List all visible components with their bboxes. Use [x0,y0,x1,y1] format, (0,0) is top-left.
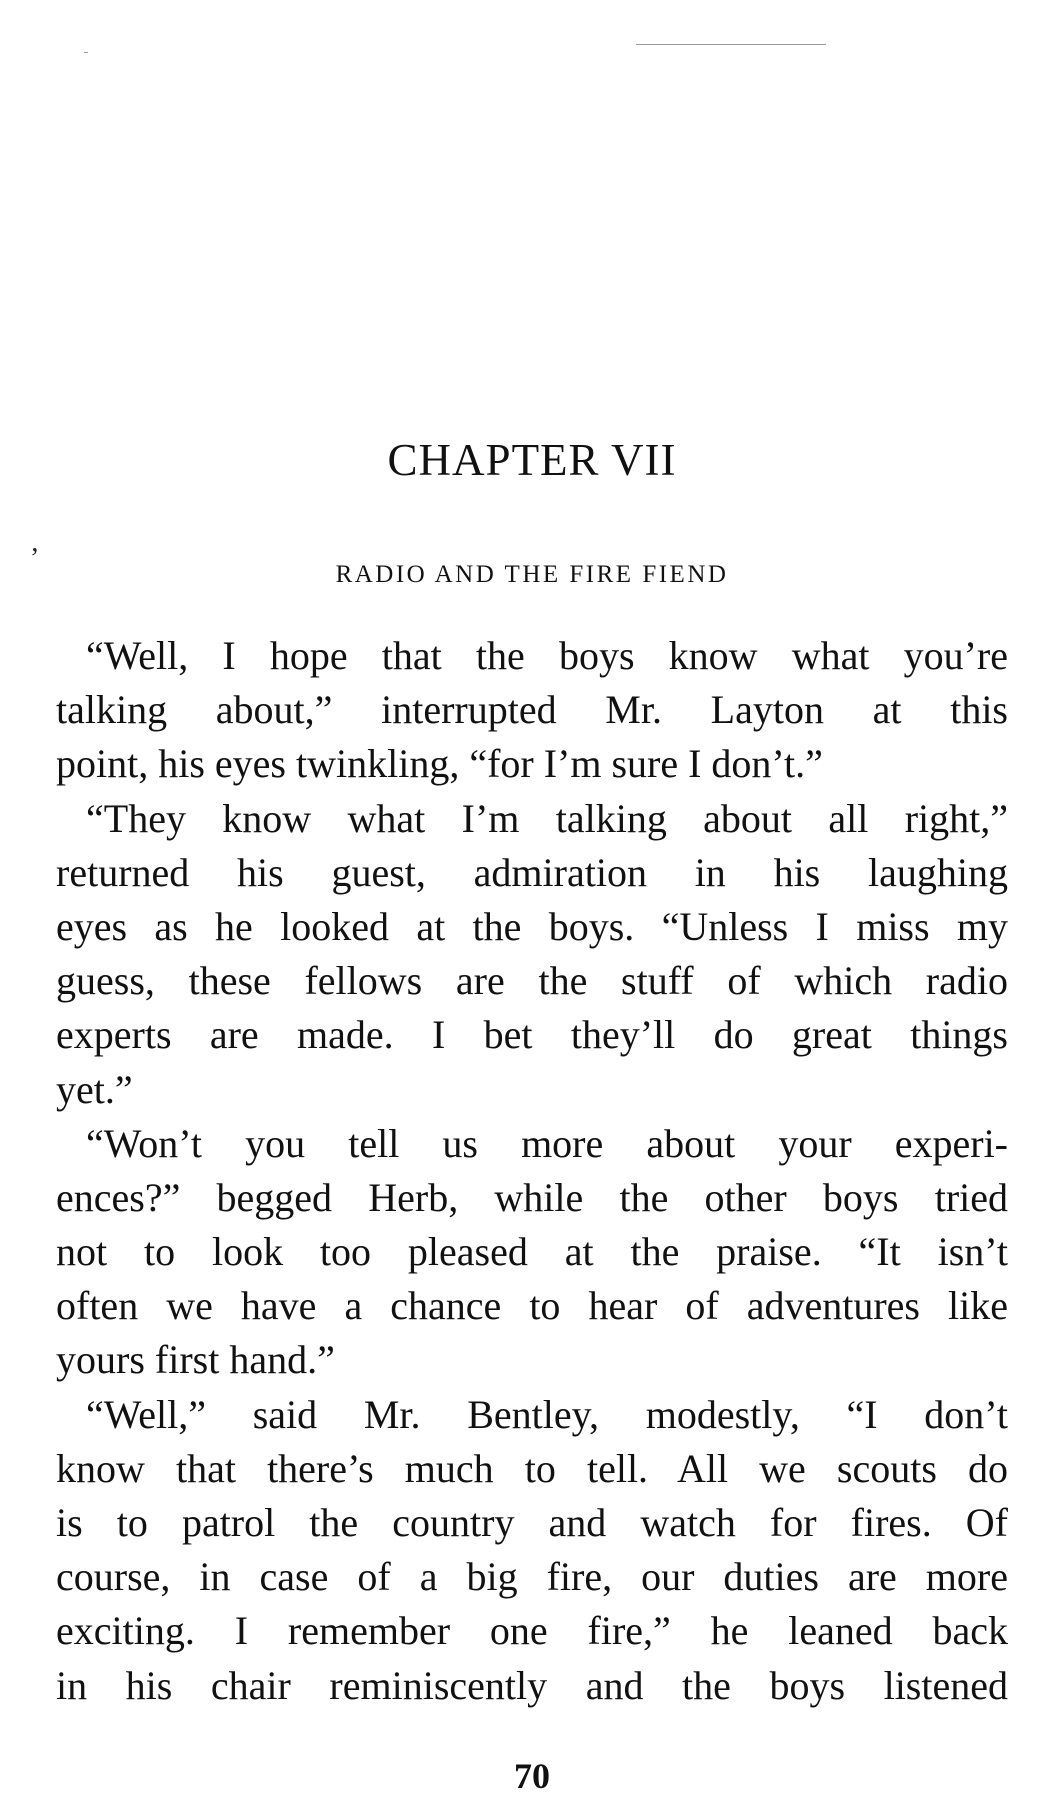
text-line: often we have a chance to hear of adventures like [56,1283,1008,1329]
text-line: yours first hand.” [56,1337,335,1383]
scan-speck-top [636,44,826,45]
text-line: exciting. I remember one fire,” he leaned back [56,1608,1008,1654]
text-line: returned his guest, admiration in his laughing [56,849,1008,895]
chapter-title: CHAPTER VII [387,435,677,485]
text-line: yet.” [56,1066,133,1112]
text-line: not to look too pleased at the praise. “It isn’t [56,1229,1008,1275]
chapter-subtitle: RADIO AND THE FIRE FIEND [335,561,729,588]
page-number: 70 [514,1756,550,1796]
text-line: is to patrol the country and watch for fires. Of [56,1500,1008,1545]
text-line: guess, these fellows are the stuff of which radio [56,958,1008,1004]
text-line: “Well,” said Mr. Bentley, modestly, “I don’t [86,1391,1008,1437]
text-line: ences?” begged Herb, while the other boys tried [56,1174,1008,1220]
text-line: point, his eyes twinkling, “for I’m sure I don’t.” [56,741,823,787]
stray-mark: ’ [30,543,40,574]
text-line: talking about,” interrupted Mr. Layton at this [56,687,1008,733]
scan-speck-left [84,52,88,53]
text-line: “Won’t you tell us more about your experi- [86,1120,1008,1166]
text-line: know that there’s much to tell. All we scouts do [56,1445,1008,1491]
body-text [56,629,1008,1713]
text-line: experts are made. I bet they’ll do great things [56,1012,1008,1058]
text-line: eyes as he looked at the boys. “Unless I miss my [56,903,1008,949]
text-line: in his chair reminiscently and the boys listened [56,1662,1008,1708]
text-line: course, in case of a big fire, our duties are more [56,1554,1008,1600]
text-line: “Well, I hope that the boys know what you’re [86,633,1008,678]
text-line: “They know what I’m talking about all right,” [86,795,1008,841]
